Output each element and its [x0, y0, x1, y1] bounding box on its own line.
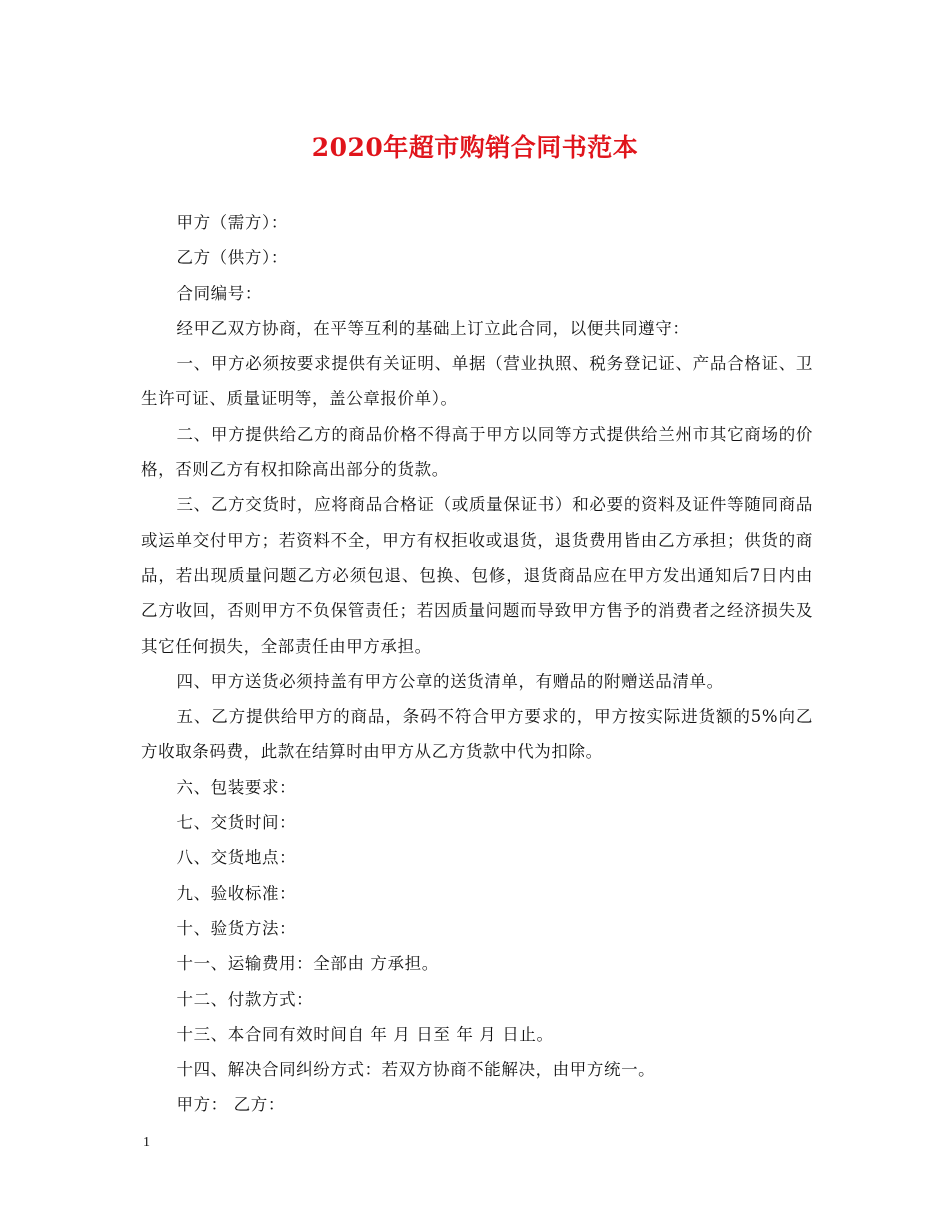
party-a-line: 甲方（需方）： [176, 213, 288, 232]
clause-7: 七、交货时间： [176, 813, 297, 833]
clause-5: 五、乙方提供给甲方的商品，条码不符合甲方要求的，甲方按实际进货额的5%向乙方收取条码费，此款在结算时由甲方从乙方货款中代为扣除。 [141, 707, 813, 762]
clause-9: 九、验收标准： [176, 883, 297, 903]
clause-12: 十二、付款方式： [176, 989, 314, 1009]
clause-13: 十三、本合同有效时间自 年 月 日至 年 月 日止。 [176, 1024, 554, 1044]
page-number: 1 [143, 1135, 150, 1150]
preamble-paragraph: 经甲乙双方协商，在平等互利的基础上订立此合同，以便共同遵守： [176, 318, 690, 338]
clause-11: 十一、运输费用：全部由 方承担。 [176, 954, 439, 974]
party-b-line: 乙方（供方）： [176, 248, 288, 268]
clause-8: 八、交货地点： [176, 848, 297, 868]
clause-2: 二、甲方提供给乙方的商品价格不得高于甲方以同等方式提供给兰州市其它商场的价格，否则乙方有权扣除高出部分的货款。 [141, 424, 813, 480]
document-body [141, 205, 813, 1123]
document-title: 2020年超市购销合同书范本 [311, 133, 639, 162]
signature-line: 甲方： 乙方： [176, 1095, 285, 1115]
contract-number-line: 合同编号： [176, 283, 262, 303]
clause-14: 十四、解决合同纠纷方式：若双方协商不能解决，由甲方统一。 [176, 1060, 656, 1080]
clause-3: 三、乙方交货时，应将商品合格证（或质量保证书）和必要的资料及证件等随同商品或运单交付甲方；若资料不全，甲方有权拒收或退货，退货费用皆由乙方承担；供货的商品，若出现质量问题乙方必须包退、包换、包修，退货商品应在甲方发出通知后7日内由乙方收回，否则甲方不负保管责任；若因质量问题而导致甲方售予的消费者之经济损失及其它任何损失，全部责任由甲方承担。 [141, 495, 813, 656]
clause-6: 六、包装要求： [176, 777, 297, 797]
clause-10: 十、验货方法： [176, 918, 297, 938]
clause-1: 一、甲方必须按要求提供有关证明、单据（营业执照、税务登记证、产品合格证、卫生许可证、质量证明等，盖公章报价单）。 [141, 354, 813, 409]
clause-4: 四、甲方送货必须持盖有甲方公章的送货清单，有赠品的附赠送品清单。 [176, 671, 724, 691]
